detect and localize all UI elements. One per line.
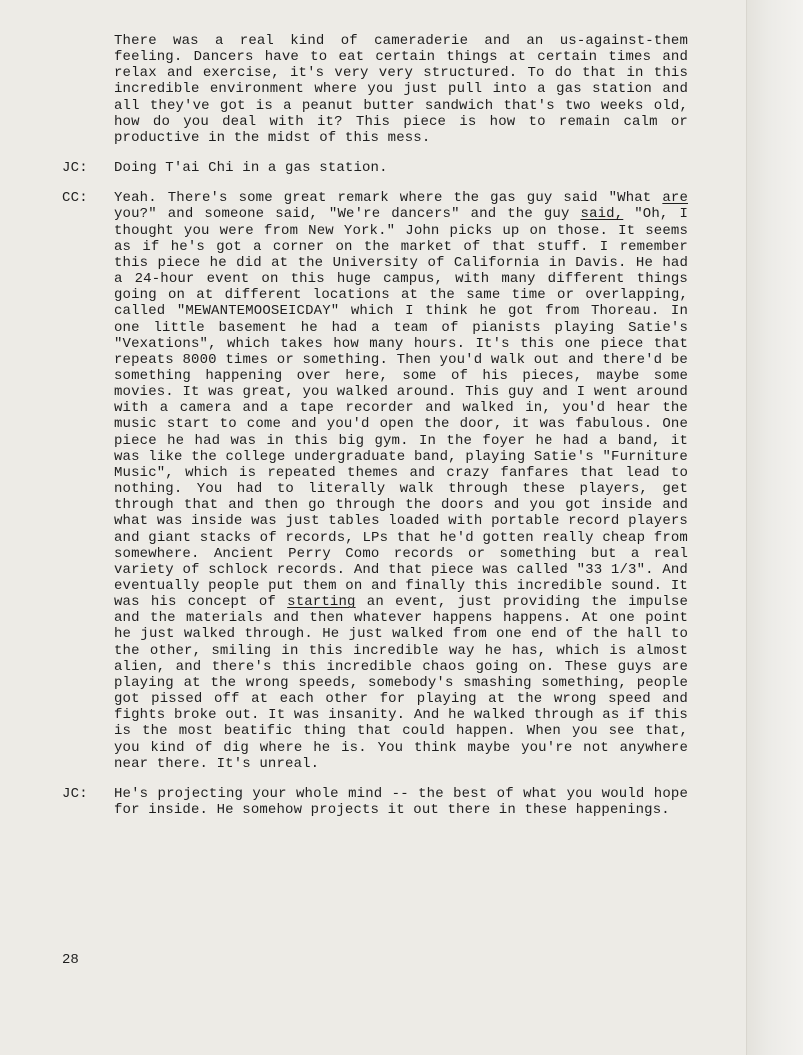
interview-transcript bbox=[62, 33, 702, 832]
transcript-paragraph bbox=[62, 786, 702, 818]
page-number: 28 bbox=[62, 952, 79, 968]
transcript-paragraph bbox=[62, 33, 702, 146]
paragraph-text bbox=[114, 190, 688, 772]
page-edge bbox=[746, 0, 803, 1055]
underlined-word: said, bbox=[580, 206, 624, 223]
paragraph-text: Doing T'ai Chi in a gas station. bbox=[114, 160, 388, 177]
speaker-label: JC: bbox=[62, 785, 88, 802]
text-segment: you?" and someone said, "We're dancers" and the guy bbox=[114, 206, 581, 223]
paragraph-text: There was a real kind of cameraderie and an us-against-them feeling. Dancers have to eat certain things at certain times and relax and exercise, it's very very structured. To do that in this incredible environment where you just pull into a gas station and all they've got is a peanut butter sandwich that's two weeks old, how do you deal with it? This piece is how to remain calm or productive in the midst of this mess. bbox=[114, 33, 688, 146]
transcript-paragraph bbox=[62, 160, 702, 176]
speaker-label: JC: bbox=[62, 160, 88, 177]
underlined-word: are bbox=[662, 190, 688, 207]
transcript-paragraph bbox=[62, 190, 702, 772]
text-segment: Yeah. There's some great remark where the gas guy said "What bbox=[114, 190, 663, 207]
text-segment: an event, just providing the impulse and the materials and then whatever happens happens. At one point he just walked through. He just walked from one end of the hall to the other, smiling in this incredible way he has, which is almost alien, and there's this incredible chaos going on. These guys are playing at the wrong speeds, somebody's smashing something, people got pissed off at each other for playing at the wrong speed and fights broke out. It was insanity. And he walked through as if this is the most beatific thing that could happen. When you see that, you kind of dig where he is. You think maybe you're not anywhere near there. It's unreal. bbox=[114, 594, 688, 772]
underlined-word: starting bbox=[287, 594, 356, 611]
text-segment: "Oh, I thought you were from New York." John picks up on those. It seems as if he's got a corner on the market of that stuff. I remember this piece he did at the University of California in Davis. He had a 24-hour event on this huge campus, with many different things going on at different locations at the same time or overlapping, called "MEWANTEMOOSEICDAY" which I think he got from Thoreau. In one little basement he had a team of pianists playing Satie's "Vexations", which takes how many hours. It's this one piece that repeats 8000 times or something. Then you'd walk out and there'd be something happening over here, some of his pieces, maybe some movies. It was great, you walked around. This guy and I went around with a camera and a tape recorder and walked in, you'd hear the music start to come and you'd open the door, it was fabulous. One piece he had was in this big gym. In the foyer he had a band, it was like the college undergraduate band, playing Satie's "Furniture Music", which is repeated themes and crazy fanfares that lead to nothing. You had to literally walk through these players, get through that and then go through the doors and you got inside and what was inside was just tables loaded with portable record players and giant stacks of records, LPs that he'd gotten really cheap from somewhere. Ancient Perry Como records or something but a real variety of schlock records. And that piece was called "33 1/3". And eventually people put them on and finally this incredible sound. It was his concept of bbox=[114, 206, 688, 611]
paragraph-text: He's projecting your whole mind -- the best of what you would hope for inside. He somehow projects it out there in these happenings. bbox=[114, 785, 688, 819]
speaker-label: CC: bbox=[62, 190, 88, 207]
